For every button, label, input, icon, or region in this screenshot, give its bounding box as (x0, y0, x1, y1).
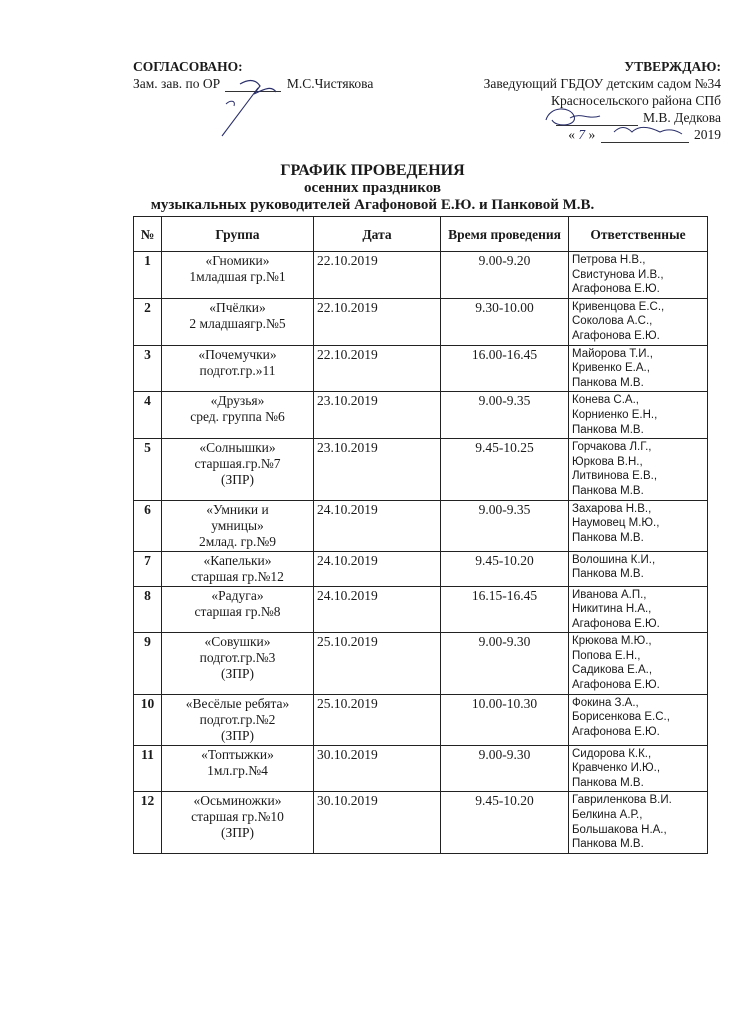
row-date: 25.10.2019 (314, 633, 441, 694)
responsible-person: Панкова М.В. (572, 838, 644, 851)
row-number: 2 (134, 298, 162, 345)
group-line: (ЗПР) (220, 727, 254, 743)
group-line: «Осьминожки» (193, 793, 282, 809)
row-date: 22.10.2019 (314, 298, 441, 345)
table-body (134, 252, 708, 854)
responsible-person: Литвинова Е.В., (572, 470, 658, 483)
responsible-person: Фокина З.А., (572, 696, 639, 709)
row-group (162, 439, 314, 500)
responsible-person: Панкова М.В. (572, 568, 644, 581)
group-line: «Пчёлки» (209, 299, 266, 315)
row-group (162, 345, 314, 392)
header-number: № (134, 217, 162, 252)
approval-left-heading: СОГЛАСОВАНО: (133, 59, 243, 74)
row-group (162, 745, 314, 792)
group-line: старшая гр.№12 (191, 568, 284, 584)
row-group (162, 500, 314, 551)
row-number: 8 (134, 586, 162, 633)
table-row (134, 586, 708, 633)
group-line: старшая гр.№8 (194, 603, 281, 619)
responsible-person: Юркова В.Н., (572, 455, 643, 468)
row-time: 9.00-9.35 (441, 500, 569, 551)
row-date: 22.10.2019 (314, 252, 441, 299)
responsible-person: Кривенко Е.А., (572, 362, 650, 375)
date-open-quote: « (568, 127, 575, 142)
responsible-person: Агафонова Е.Ю. (572, 283, 660, 296)
row-time: 9.00-9.30 (441, 633, 569, 694)
group-line: «Друзья» (210, 393, 265, 409)
row-date: 24.10.2019 (314, 586, 441, 633)
table-row (134, 745, 708, 792)
responsible-person: Большакова Н.А., (572, 823, 667, 836)
table-row (134, 500, 708, 551)
row-group (162, 392, 314, 439)
row-time: 9.00-9.35 (441, 392, 569, 439)
date-close-quote: » (588, 127, 596, 142)
responsible-person: Кравченко И.Ю., (572, 762, 661, 775)
group-line: 1мл.гр.№4 (207, 762, 268, 778)
group-line: (ЗПР) (220, 825, 254, 841)
responsible-person: Сидорова К.К., (572, 747, 652, 760)
responsible-person: Конева С.А., (572, 394, 639, 407)
group-line: 2 младшаягр.№5 (189, 315, 286, 331)
group-line: «Солнышки» (199, 440, 276, 456)
table-row (134, 345, 708, 392)
responsible-person: Гавриленкова В.И. (572, 794, 672, 807)
responsible-person: Садикова Е.А., (572, 664, 653, 677)
title-line-3: музыкальных руководителей Агафоновой Е.Ю. и Панковой М.В. (150, 197, 595, 213)
handwritten-signature-right (540, 98, 700, 146)
table-row (134, 392, 708, 439)
responsible-person: Панкова М.В. (572, 423, 644, 436)
row-responsible (569, 500, 708, 551)
row-number: 12 (134, 792, 162, 853)
responsible-person: Петрова Н.В., (572, 254, 646, 266)
responsible-person: Панкова М.В. (572, 376, 644, 389)
table-row (134, 792, 708, 853)
row-group (162, 633, 314, 694)
responsible-person: Крюкова М.Ю., (572, 635, 652, 648)
row-responsible (569, 345, 708, 392)
responsible-person: Иванова А.П., (572, 588, 647, 601)
responsible-person: Корниенко Е.Н., (572, 408, 658, 421)
handwritten-signature-left (210, 70, 290, 142)
row-responsible (569, 392, 708, 439)
row-number: 1 (134, 252, 162, 299)
row-time: 9.45-10.20 (441, 792, 569, 853)
group-line: (ЗПР) (220, 666, 254, 682)
responsible-person: Захарова Н.В., (572, 502, 652, 515)
group-line: «Топтыжки» (201, 746, 274, 762)
row-group (162, 586, 314, 633)
approval-right-position: Заведующий ГБДОУ детским садом №34 (483, 76, 721, 91)
responsible-person: Горчакова Л.Г., (572, 441, 652, 454)
group-line: подгот.гр.№3 (199, 650, 276, 666)
row-number: 6 (134, 500, 162, 551)
header-group: Группа (162, 217, 314, 252)
responsible-person: Соколова А.С., (572, 315, 653, 328)
table-header-row (134, 217, 708, 252)
group-line: 1младшая гр.№1 (189, 269, 286, 284)
responsible-person: Кривенцова Е.С., (572, 300, 665, 313)
row-group (162, 252, 314, 299)
row-responsible (569, 586, 708, 633)
header-responsible: Ответственные (569, 217, 708, 252)
date-year: 2019 (694, 127, 721, 142)
row-group (162, 694, 314, 745)
responsible-person: Наумовец М.Ю., (572, 517, 660, 530)
document-title (0, 162, 745, 214)
group-line: «Умники и (206, 501, 269, 517)
row-number: 4 (134, 392, 162, 439)
row-date: 24.10.2019 (314, 551, 441, 586)
responsible-person: Агафонова Е.Ю. (572, 725, 660, 738)
row-number: 9 (134, 633, 162, 694)
responsible-person: Борисенкова Е.С., (572, 711, 670, 724)
responsible-person: Никитина Н.А., (572, 603, 652, 616)
row-time: 10.00-10.30 (441, 694, 569, 745)
row-responsible (569, 551, 708, 586)
approval-right-heading: УТВЕРЖДАЮ: (624, 59, 721, 74)
responsible-person: Волошина К.И., (572, 553, 656, 566)
row-responsible (569, 439, 708, 500)
table-row (134, 252, 708, 299)
table-row (134, 298, 708, 345)
group-line: старшая.гр.№7 (194, 456, 281, 472)
group-line: «Гномики» (205, 253, 270, 268)
group-line: 2млад. гр.№9 (199, 533, 276, 549)
row-date: 30.10.2019 (314, 745, 441, 792)
approval-right-name: М.В. Дедкова (642, 110, 721, 125)
row-number: 7 (134, 551, 162, 586)
responsible-person: Панкова М.В. (572, 531, 644, 544)
schedule-table (133, 216, 708, 854)
row-responsible (569, 792, 708, 853)
row-responsible (569, 633, 708, 694)
row-date: 22.10.2019 (314, 345, 441, 392)
group-line: «Весёлые ребята» (185, 695, 290, 711)
row-time: 9.45-10.25 (441, 439, 569, 500)
table-row (134, 551, 708, 586)
row-number: 11 (134, 745, 162, 792)
row-time: 16.15-16.45 (441, 586, 569, 633)
header-time: Время проведения (441, 217, 569, 252)
row-date: 25.10.2019 (314, 694, 441, 745)
row-group (162, 551, 314, 586)
row-time: 9.00-9.20 (441, 252, 569, 299)
row-responsible (569, 694, 708, 745)
responsible-person: Агафонова Е.Ю. (572, 329, 660, 342)
responsible-person: Агафонова Е.Ю. (572, 617, 660, 630)
group-line: «Капельки» (203, 552, 272, 568)
responsible-person: Свистунова И.В., (572, 268, 664, 281)
table-row (134, 439, 708, 500)
group-line: «Почемучки» (198, 346, 277, 362)
row-responsible (569, 745, 708, 792)
approval-left-position: Зам. зав. по ОР (133, 76, 221, 91)
responsible-person: Попова Е.Н., (572, 649, 641, 662)
group-line: «Совушки» (204, 634, 271, 650)
approval-left-name: М.С.Чистякова (286, 76, 374, 91)
row-number: 3 (134, 345, 162, 392)
group-line: старшая гр.№10 (191, 809, 284, 825)
responsible-person: Майорова Т.И., (572, 347, 653, 360)
row-time: 16.00-16.45 (441, 345, 569, 392)
title-line-2: осенних праздников (304, 180, 441, 196)
group-line: подгот.гр.№2 (199, 711, 276, 727)
row-date: 23.10.2019 (314, 439, 441, 500)
group-line: умницы» (211, 517, 264, 533)
group-line: (ЗПР) (220, 472, 254, 488)
row-group (162, 792, 314, 853)
group-line: подгот.гр.»11 (199, 362, 276, 378)
row-responsible (569, 298, 708, 345)
responsible-person: Белкина А.Р., (572, 809, 643, 822)
row-date: 24.10.2019 (314, 500, 441, 551)
row-time: 9.30-10.00 (441, 298, 569, 345)
approval-right-district: Красносельского района СПб (551, 93, 721, 108)
table-row (134, 694, 708, 745)
row-time: 9.00-9.30 (441, 745, 569, 792)
responsible-person: Агафонова Е.Ю. (572, 679, 660, 692)
responsible-person: Панкова М.В. (572, 484, 644, 497)
group-line: сред. группа №6 (190, 409, 285, 425)
row-date: 30.10.2019 (314, 792, 441, 853)
row-time: 9.45-10.20 (441, 551, 569, 586)
date-day: 7 (578, 127, 586, 142)
group-line: «Радуга» (211, 587, 264, 603)
row-date: 23.10.2019 (314, 392, 441, 439)
responsible-person: Панкова М.В. (572, 776, 644, 789)
header-date: Дата (314, 217, 441, 252)
row-responsible (569, 252, 708, 299)
row-number: 10 (134, 694, 162, 745)
row-group (162, 298, 314, 345)
title-line-1: ГРАФИК ПРОВЕДЕНИЯ (280, 162, 465, 179)
row-number: 5 (134, 439, 162, 500)
table-row (134, 633, 708, 694)
